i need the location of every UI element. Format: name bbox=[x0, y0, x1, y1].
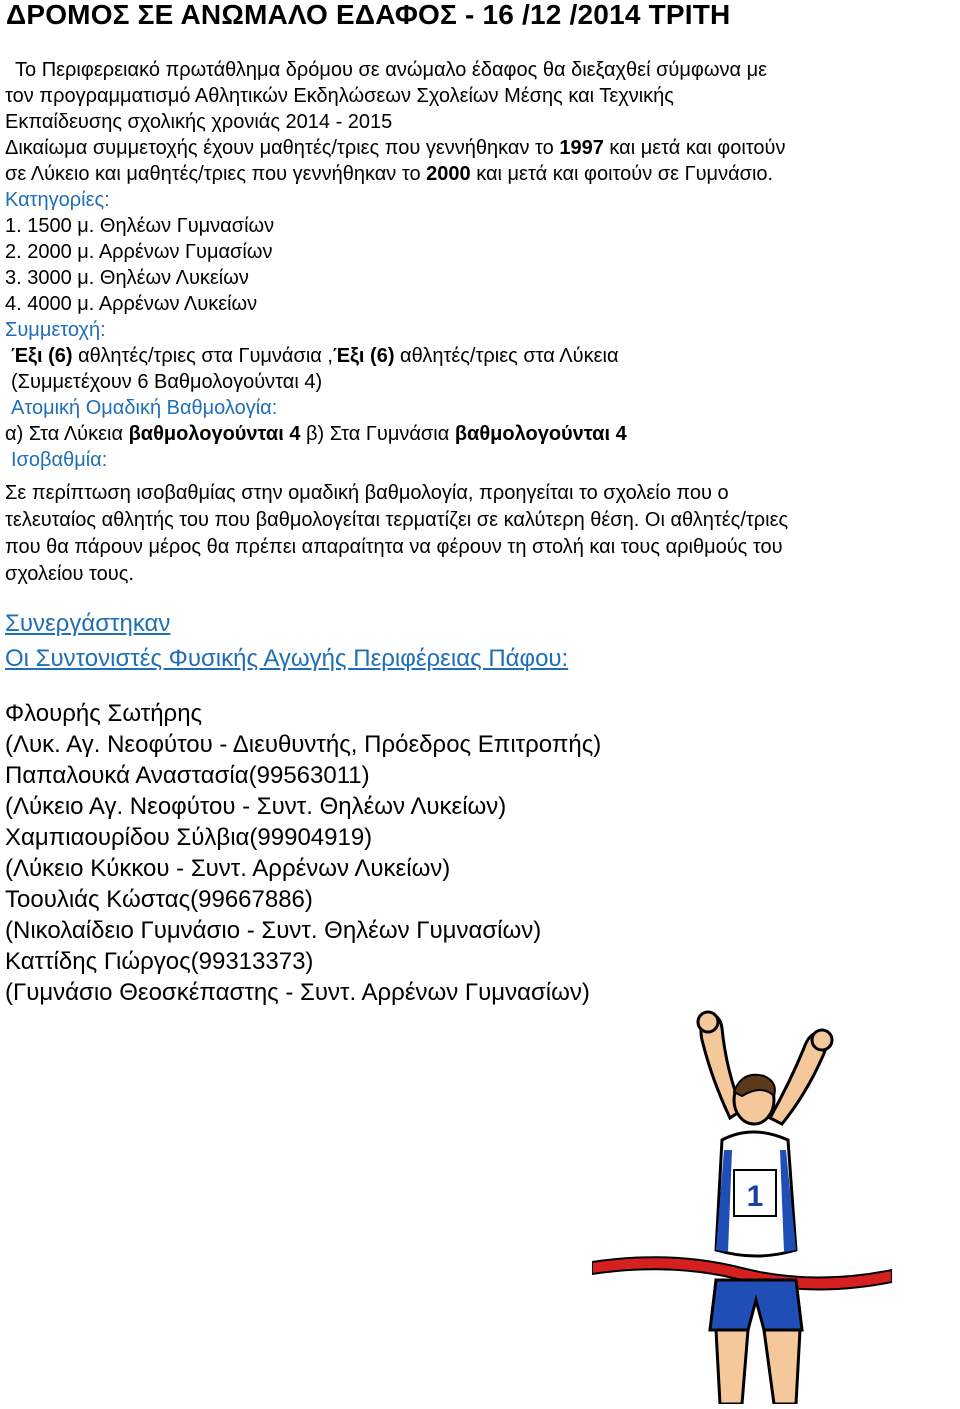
scored-count: βαθμολογούνται 4 bbox=[128, 423, 301, 445]
intro-line: Εκπαίδευσης σχολικής χρονιάς 2014 - 2015 bbox=[5, 111, 393, 133]
runner-icon bbox=[592, 1000, 892, 1404]
person-role: (Νικολαίδειο Γυμνάσιο - Συντ. Θηλέων Γυμνασίων) bbox=[5, 917, 542, 944]
text: και μετά και φοιτούν bbox=[603, 137, 786, 159]
tie-line: Σε περίπτωση ισοβαθμίας στην ομαδική βαθμολογία, προηγείται το σχολείο που ο bbox=[5, 482, 729, 504]
person-name: Παπαλουκά Αναστασία(99563011) bbox=[5, 762, 370, 789]
participation-note: (Συμμετέχουν 6 Βαθμολογούνται 4) bbox=[11, 371, 323, 393]
person-name: Τοουλιάς Κώστας(99667886) bbox=[5, 886, 313, 913]
text: Δικαίωμα συμμετοχής έχουν μαθητές/τριες που γεννήθηκαν το bbox=[5, 137, 560, 159]
person-name: Χαμπιαουρίδου Σύλβια(99904919) bbox=[5, 824, 373, 851]
tie-line: που θα πάρουν μέρος θα πρέπει απαραίτητα να φέρουν τη στολή και τους αριθμούς του bbox=[5, 536, 783, 558]
runner-finish-clipart bbox=[592, 1000, 892, 1404]
credits-heading bbox=[5, 608, 568, 678]
scored-count: βαθμολογούνται 4 bbox=[454, 423, 627, 445]
intro-line: Το Περιφερειακό πρωτάθλημα δρόμου σε ανώμαλο έδαφος θα διεξαχθεί σύμφωνα με bbox=[15, 59, 768, 81]
eligibility-line bbox=[5, 135, 960, 161]
tie-block bbox=[5, 480, 960, 588]
text: α) Στα Λύκεια bbox=[5, 423, 129, 445]
participation-line bbox=[5, 343, 960, 369]
count: Έξι (6) bbox=[11, 345, 73, 367]
intro-line: τον προγραμματισμό Αθλητικών Εκδηλώσεων Σχολείων Μέσης και Τεχνικής bbox=[5, 85, 674, 107]
text: αθλητές/τριες στα Γυμνάσια , bbox=[72, 345, 333, 367]
category-item: 3. 3000 μ. Θηλέων Λυκείων bbox=[5, 267, 249, 289]
text: σε Λύκειο και μαθητές/τριες που γεννήθηκαν το bbox=[5, 163, 427, 185]
participation-heading: Συμμετοχή: bbox=[5, 319, 106, 341]
categories-heading: Κατηγορίες: bbox=[5, 189, 110, 211]
bib-number: 1 bbox=[746, 1180, 764, 1213]
person-name: Καττίδης Γιώργος(99313373) bbox=[5, 948, 314, 975]
person-role: (Λυκ. Αγ. Νεοφύτου - Διευθυντής, Πρόεδρος Επιτροπής) bbox=[5, 731, 602, 758]
count: Έξι (6) bbox=[332, 345, 395, 367]
text: β) Στα Γυμνάσια bbox=[300, 423, 455, 445]
category-item: 2. 2000 μ. Αρρένων Γυμασίων bbox=[5, 241, 273, 263]
person-role: (Γυμνάσιο Θεοσκέπαστης - Συντ. Αρρένων Γυμνασίων) bbox=[5, 979, 590, 1006]
coordinators-list bbox=[5, 698, 601, 1008]
tie-heading: Ισοβαθμία: bbox=[11, 449, 108, 471]
text: και μετά και φοιτούν σε Γυμνάσιο. bbox=[470, 163, 774, 185]
scoring-heading: Ατομική Ομαδική Βαθμολογία: bbox=[11, 397, 278, 419]
birth-year: 2000 bbox=[426, 163, 471, 185]
credits-heading-1: Συνεργάστηκαν bbox=[5, 610, 171, 637]
text: αθλητές/τριες στα Λύκεια bbox=[394, 345, 619, 367]
tie-line: τελευταίος αθλητής του που βαθμολογείται τερματίζει σε καλύτερη θέση. Οι αθλητές/τριες bbox=[5, 509, 789, 531]
scoring-line bbox=[5, 421, 960, 447]
category-item: 1. 1500 μ. Θηλέων Γυμνασίων bbox=[5, 215, 275, 237]
category-item: 4. 4000 μ. Αρρένων Λυκείων bbox=[5, 293, 258, 315]
birth-year: 1997 bbox=[559, 137, 604, 159]
intro-block bbox=[5, 57, 960, 473]
page-title: ΔΡΟΜΟΣ ΣΕ ΑΝΩΜΑΛΟ ΕΔΑΦΟΣ - 16 /12 /2014 ΤΡΙΤΗ bbox=[6, 0, 731, 30]
eligibility-line bbox=[5, 161, 960, 187]
person-role: (Λύκειο Κύκκου - Συντ. Αρρένων Λυκείων) bbox=[5, 855, 451, 882]
person-role: (Λύκειο Αγ. Νεοφύτου - Συντ. Θηλέων Λυκείων) bbox=[5, 793, 507, 820]
tie-line: σχολείου τους. bbox=[5, 563, 134, 585]
person-name: Φλουρής Σωτήρης bbox=[5, 700, 203, 727]
credits-heading-2: Οι Συντονιστές Φυσικής Αγωγής Περιφέρειας Πάφου: bbox=[5, 645, 569, 672]
